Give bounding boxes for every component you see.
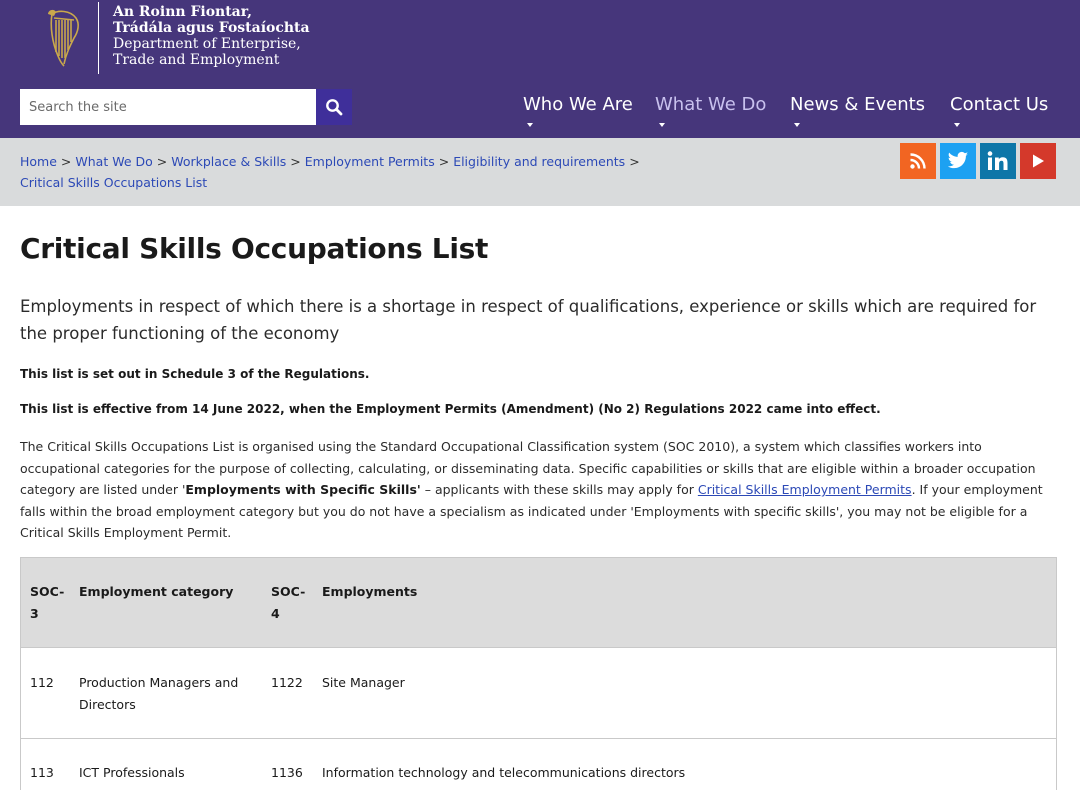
nav-news-events[interactable]: News & Events: [790, 94, 926, 115]
row-divider: [21, 738, 1056, 739]
chevron-down-icon: [527, 123, 533, 127]
th-employments: Employments: [322, 584, 418, 599]
breadcrumb-eligibility[interactable]: Eligibility and requirements: [453, 154, 626, 169]
occupations-table: [20, 557, 1057, 790]
search-input[interactable]: [20, 89, 316, 125]
th-soc4: SOC-4: [271, 584, 306, 621]
dept-line-1: An Roinn Fiontar,: [113, 4, 252, 20]
intro-paragraph: [20, 436, 1060, 544]
breadcrumb-home[interactable]: Home: [20, 154, 57, 169]
breadcrumb-current[interactable]: Critical Skills Occupations List: [20, 175, 208, 190]
breadcrumb-separator: >: [60, 154, 72, 169]
effective-date-note: This list is effective from 14 June 2022, when the Employment Permits (Amendment) (No 2) Regulations 2022 came into effect.: [20, 402, 881, 416]
department-name[interactable]: [113, 4, 310, 68]
page-lead: Employments in respect of which there is a shortage in respect of qualifications, experience or skills which are required for the proper functioning of the economy: [20, 297, 1037, 343]
table-cell-employments: Information technology and telecommunications directors: [322, 765, 686, 780]
th-employment-category: Employment category: [79, 584, 234, 599]
logo-divider: [98, 2, 99, 74]
table-cell-employments: Site Manager: [322, 675, 405, 690]
chevron-down-icon: [659, 123, 665, 127]
search-icon: [325, 98, 343, 116]
breadcrumb-separator: >: [438, 154, 450, 169]
search-box: [20, 89, 316, 125]
para-text-1: The Critical Skills Occupations List is organised using the Standard Occupational Classification system (SOC 2010), a system which classifies workers into occupational categories for the purpose of collecting, calculating, or disseminating data. Specific capabilities or skills that are eligible within a broader occupation category are listed under ': [20, 439, 1036, 497]
twitter-button[interactable]: [940, 143, 976, 179]
dept-line-3: Department of Enterprise,: [113, 36, 301, 52]
table-cell-soc4: 1136: [271, 765, 303, 780]
breadcrumb-separator: >: [290, 154, 301, 169]
table-cell-category: Production Managers and Directors: [79, 675, 239, 712]
th-soc3: SOC-3: [30, 584, 65, 621]
table-cell-soc3: 113: [30, 765, 54, 780]
breadcrumb-separator: >: [156, 154, 168, 169]
table-header: [21, 558, 1056, 648]
table-cell-category: ICT Professionals: [79, 765, 185, 780]
breadcrumb-workplace-skills[interactable]: Workplace & Skills: [171, 154, 287, 169]
chevron-down-icon: [794, 123, 800, 127]
breadcrumb-what-we-do[interactable]: What We Do: [75, 154, 153, 169]
page-title: Critical Skills Occupations List: [20, 232, 489, 265]
linkedin-button[interactable]: [980, 143, 1016, 179]
breadcrumb: [20, 151, 660, 193]
nav-what-we-do[interactable]: What We Do: [655, 94, 767, 115]
youtube-icon: [1030, 153, 1046, 169]
chevron-down-icon: [954, 123, 960, 127]
schedule-note: This list is set out in Schedule 3 of the Regulations.: [20, 367, 370, 381]
para-bold: Employments with Specific Skills': [185, 482, 421, 497]
nav-contact-us[interactable]: Contact Us: [950, 94, 1049, 115]
breadcrumb-separator: >: [629, 154, 640, 169]
table-cell-soc4: 1122: [271, 675, 303, 690]
critical-skills-permit-link[interactable]: Critical Skills Employment Permits: [697, 482, 912, 497]
rss-icon: [909, 152, 927, 170]
youtube-button[interactable]: [1020, 143, 1056, 179]
para-text-3: . If your employment falls within the broad employment category but you do not have a specialism as indicated under 'Employments with specific skills', you may not be eligible for a Critical Skills Employment Permit.: [20, 482, 1043, 540]
dept-line-2: Trádála agus Fostaíochta: [113, 20, 310, 36]
dept-line-4: Trade and Employment: [113, 52, 280, 68]
rss-button[interactable]: [900, 143, 936, 179]
breadcrumb-employment-permits[interactable]: Employment Permits: [304, 154, 435, 169]
nav-who-we-are[interactable]: Who We Are: [523, 94, 633, 115]
harp-logo-icon[interactable]: [44, 8, 86, 70]
twitter-icon: [947, 151, 969, 171]
search-button[interactable]: [316, 89, 352, 125]
para-text-2: – applicants with these skills may apply for: [420, 482, 698, 497]
linkedin-icon: [987, 151, 1009, 171]
table-cell-soc3: 112: [30, 675, 54, 690]
